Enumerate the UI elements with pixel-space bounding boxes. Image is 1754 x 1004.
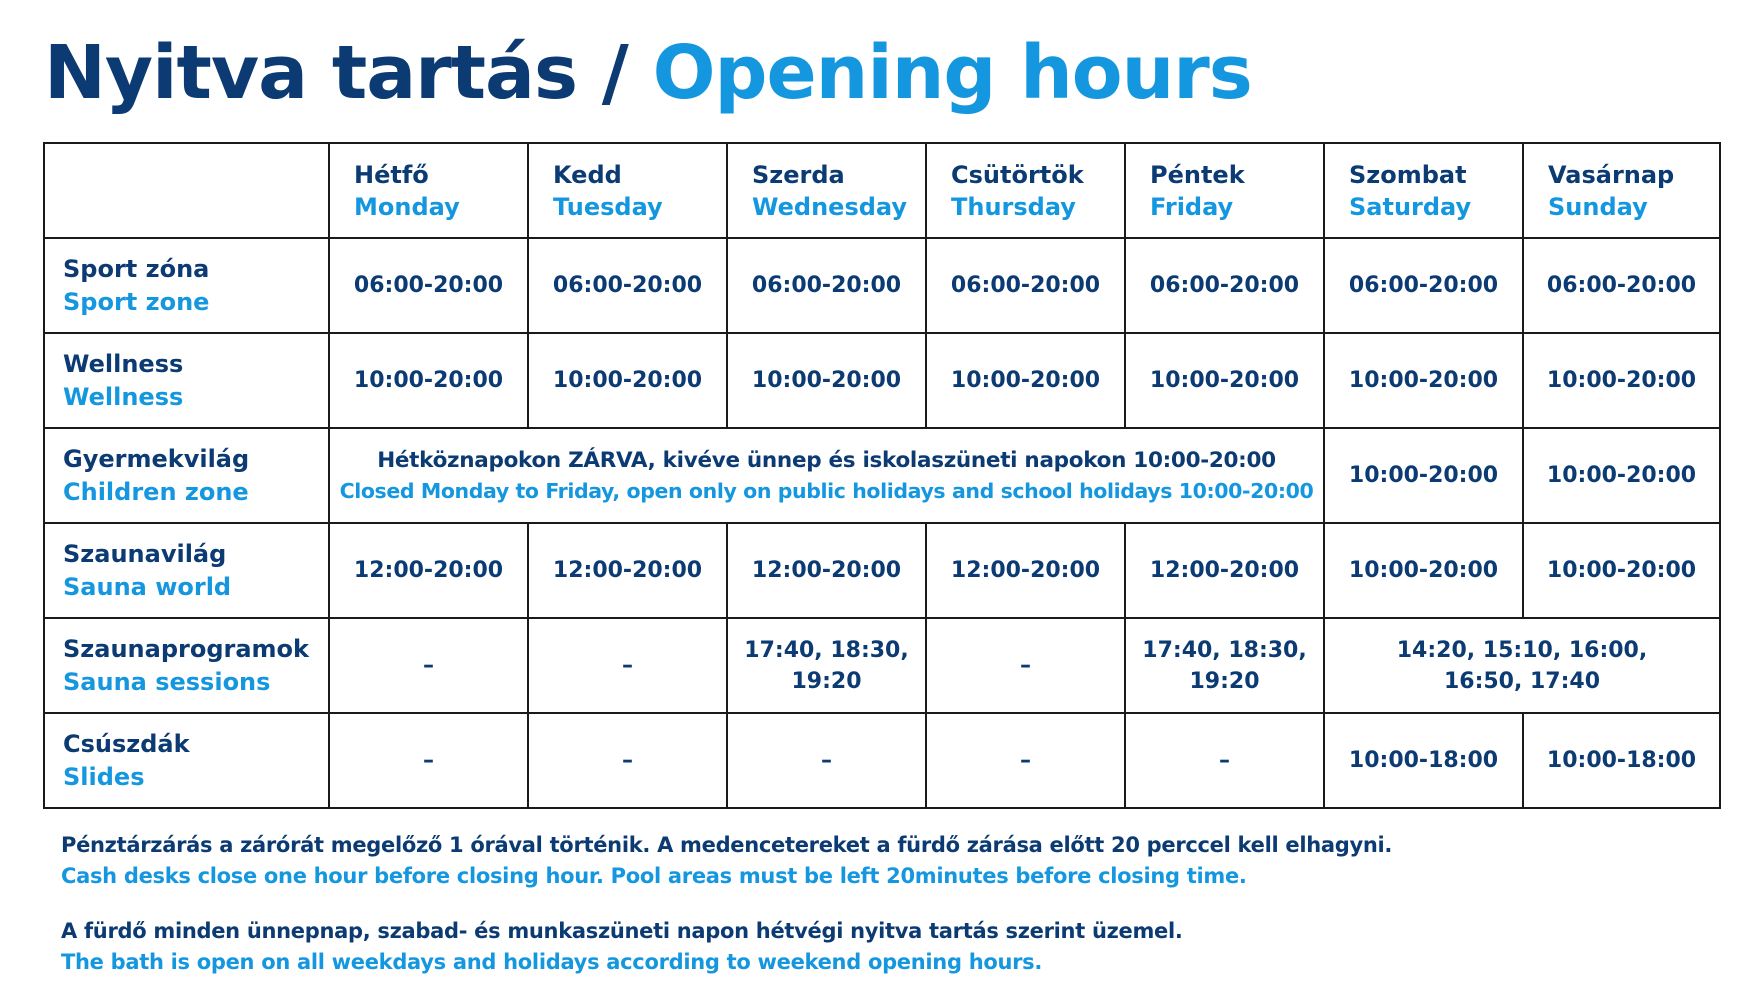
- row-label-slides: [44, 713, 329, 808]
- session-times-line: 17:40, 18:30,: [1142, 637, 1307, 663]
- page-title: [44, 18, 1252, 128]
- hours-cell: 12:00-20:00: [1125, 523, 1324, 618]
- hours-cell: 10:00-20:00: [1324, 333, 1523, 428]
- day-header-thursday: [926, 143, 1125, 238]
- hours-cell: 10:00-20:00: [1324, 523, 1523, 618]
- row-label-children-zone: [44, 428, 329, 523]
- hours-cell: 06:00-20:00: [727, 238, 926, 333]
- note-cash-desk-hu: Pénztárzárás a zárórát megelőző 1 órával történik. A medencetereket a fürdő zárása előtt 20 perccel kell elhagyni.: [61, 833, 1393, 857]
- day-header-hu: Csütörtök: [951, 160, 1084, 189]
- note-holidays-hu: A fürdő minden ünnepnap, szabad- és munkaszüneti napon hétvégi nyitva tartás szerint üzemel.: [61, 919, 1183, 943]
- session-times-line: 16:50, 17:40: [1443, 668, 1601, 694]
- day-header-hu: Szombat: [1349, 160, 1467, 189]
- day-header-en: Thursday: [951, 192, 1076, 221]
- table-row-sauna-world: [44, 523, 1720, 618]
- table-row-wellness: [44, 333, 1720, 428]
- row-label-sauna-sessions: [44, 618, 329, 713]
- day-header-saturday: [1324, 143, 1523, 238]
- session-times-line: 14:20, 15:10, 16:00,: [1396, 637, 1648, 663]
- hours-cell: 10:00-18:00: [1324, 713, 1523, 808]
- hours-cell: 10:00-20:00: [1523, 523, 1720, 618]
- row-label-hu: Szaunaprogramok: [63, 634, 309, 663]
- row-label-hu: Gyermekvilág: [63, 444, 250, 473]
- title-hu: Nyitva tartás: [44, 30, 578, 116]
- opening-hours-table: [43, 142, 1721, 809]
- hours-cell: –: [528, 713, 727, 808]
- day-header-hu: Kedd: [553, 160, 622, 189]
- children-weekday-note-hu: Hétköznapokon ZÁRVA, kivéve ünnep és iskolaszüneti napokon 10:00-20:00: [377, 447, 1276, 473]
- hours-cell-friday: [1125, 618, 1324, 713]
- hours-cell: 10:00-20:00: [528, 333, 727, 428]
- session-times-line: 19:20: [791, 668, 862, 694]
- day-header-en: Saturday: [1349, 192, 1472, 221]
- day-header-tuesday: [528, 143, 727, 238]
- day-header-en: Sunday: [1548, 192, 1648, 221]
- row-label-wellness: [44, 333, 329, 428]
- table-row-sport-zone: [44, 238, 1720, 333]
- table-row-children-zone: [44, 428, 1720, 523]
- day-header-wednesday: [727, 143, 926, 238]
- children-weekday-note: [329, 428, 1324, 523]
- day-header-hu: Vasárnap: [1548, 160, 1675, 189]
- hours-cell: –: [926, 618, 1125, 713]
- hours-cell: 10:00-20:00: [1125, 333, 1324, 428]
- table-row-sauna-sessions: [44, 618, 1720, 713]
- day-header-en: Tuesday: [553, 192, 663, 221]
- day-header-sunday: [1523, 143, 1720, 238]
- hours-cell: 10:00-20:00: [1523, 333, 1720, 428]
- hours-cell: –: [329, 618, 528, 713]
- hours-cell: –: [1125, 713, 1324, 808]
- hours-cell: 06:00-20:00: [1125, 238, 1324, 333]
- day-header-hu: Péntek: [1150, 160, 1245, 189]
- hours-cell: 10:00-20:00: [926, 333, 1125, 428]
- day-header-en: Wednesday: [752, 192, 908, 221]
- session-times-line: 17:40, 18:30,: [744, 637, 909, 663]
- title-en: Opening hours: [652, 30, 1252, 116]
- row-label-sauna-world: [44, 523, 329, 618]
- row-label-en: Sauna world: [63, 572, 232, 601]
- hours-cell: 12:00-20:00: [329, 523, 528, 618]
- row-label-en: Slides: [63, 762, 145, 791]
- row-label-en: Sauna sessions: [63, 667, 271, 696]
- day-header-hu: Hétfő: [354, 160, 429, 189]
- hours-cell: 06:00-20:00: [528, 238, 727, 333]
- hours-cell-wednesday: [727, 618, 926, 713]
- hours-cell: 10:00-20:00: [727, 333, 926, 428]
- row-label-en: Children zone: [63, 477, 249, 506]
- note-cash-desk-en: Cash desks close one hour before closing hour. Pool areas must be left 20minutes before closing time.: [61, 864, 1247, 888]
- day-header-monday: [329, 143, 528, 238]
- hours-cell: –: [727, 713, 926, 808]
- children-weekday-note-en: Closed Monday to Friday, open only on public holidays and school holidays 10:00-20:00: [339, 478, 1314, 503]
- hours-cell: 12:00-20:00: [528, 523, 727, 618]
- session-times-line: 19:20: [1189, 668, 1260, 694]
- row-label-hu: Szaunavilág: [63, 539, 227, 568]
- row-label-sport-zone: [44, 238, 329, 333]
- day-header-en: Friday: [1150, 192, 1234, 221]
- row-label-en: Sport zone: [63, 287, 210, 316]
- day-header-hu: Szerda: [752, 160, 845, 189]
- day-header-friday: [1125, 143, 1324, 238]
- hours-cell-weekend: [1324, 618, 1720, 713]
- table-corner-cell: [44, 143, 329, 238]
- hours-cell: 12:00-20:00: [926, 523, 1125, 618]
- note-holidays-en: The bath is open on all weekdays and holidays according to weekend opening hours.: [61, 950, 1043, 974]
- hours-cell: 06:00-20:00: [926, 238, 1125, 333]
- day-header-en: Monday: [354, 192, 460, 221]
- row-label-en: Wellness: [63, 382, 184, 411]
- footnotes: [61, 830, 1392, 978]
- hours-cell: 12:00-20:00: [727, 523, 926, 618]
- hours-cell: 10:00-20:00: [1523, 428, 1720, 523]
- hours-cell: –: [926, 713, 1125, 808]
- table-row-slides: [44, 713, 1720, 808]
- hours-cell: 10:00-20:00: [329, 333, 528, 428]
- table-header-row: [44, 143, 1720, 238]
- hours-cell: 06:00-20:00: [1523, 238, 1720, 333]
- hours-cell: 10:00-20:00: [1324, 428, 1523, 523]
- row-label-hu: Sport zóna: [63, 254, 210, 283]
- notes-spacer: [61, 892, 1392, 916]
- title-separator: /: [577, 30, 653, 116]
- hours-cell: –: [329, 713, 528, 808]
- hours-cell: 10:00-18:00: [1523, 713, 1720, 808]
- hours-cell: –: [528, 618, 727, 713]
- row-label-hu: Csúszdák: [63, 729, 190, 758]
- hours-cell: 06:00-20:00: [329, 238, 528, 333]
- hours-cell: 06:00-20:00: [1324, 238, 1523, 333]
- row-label-hu: Wellness: [63, 349, 184, 378]
